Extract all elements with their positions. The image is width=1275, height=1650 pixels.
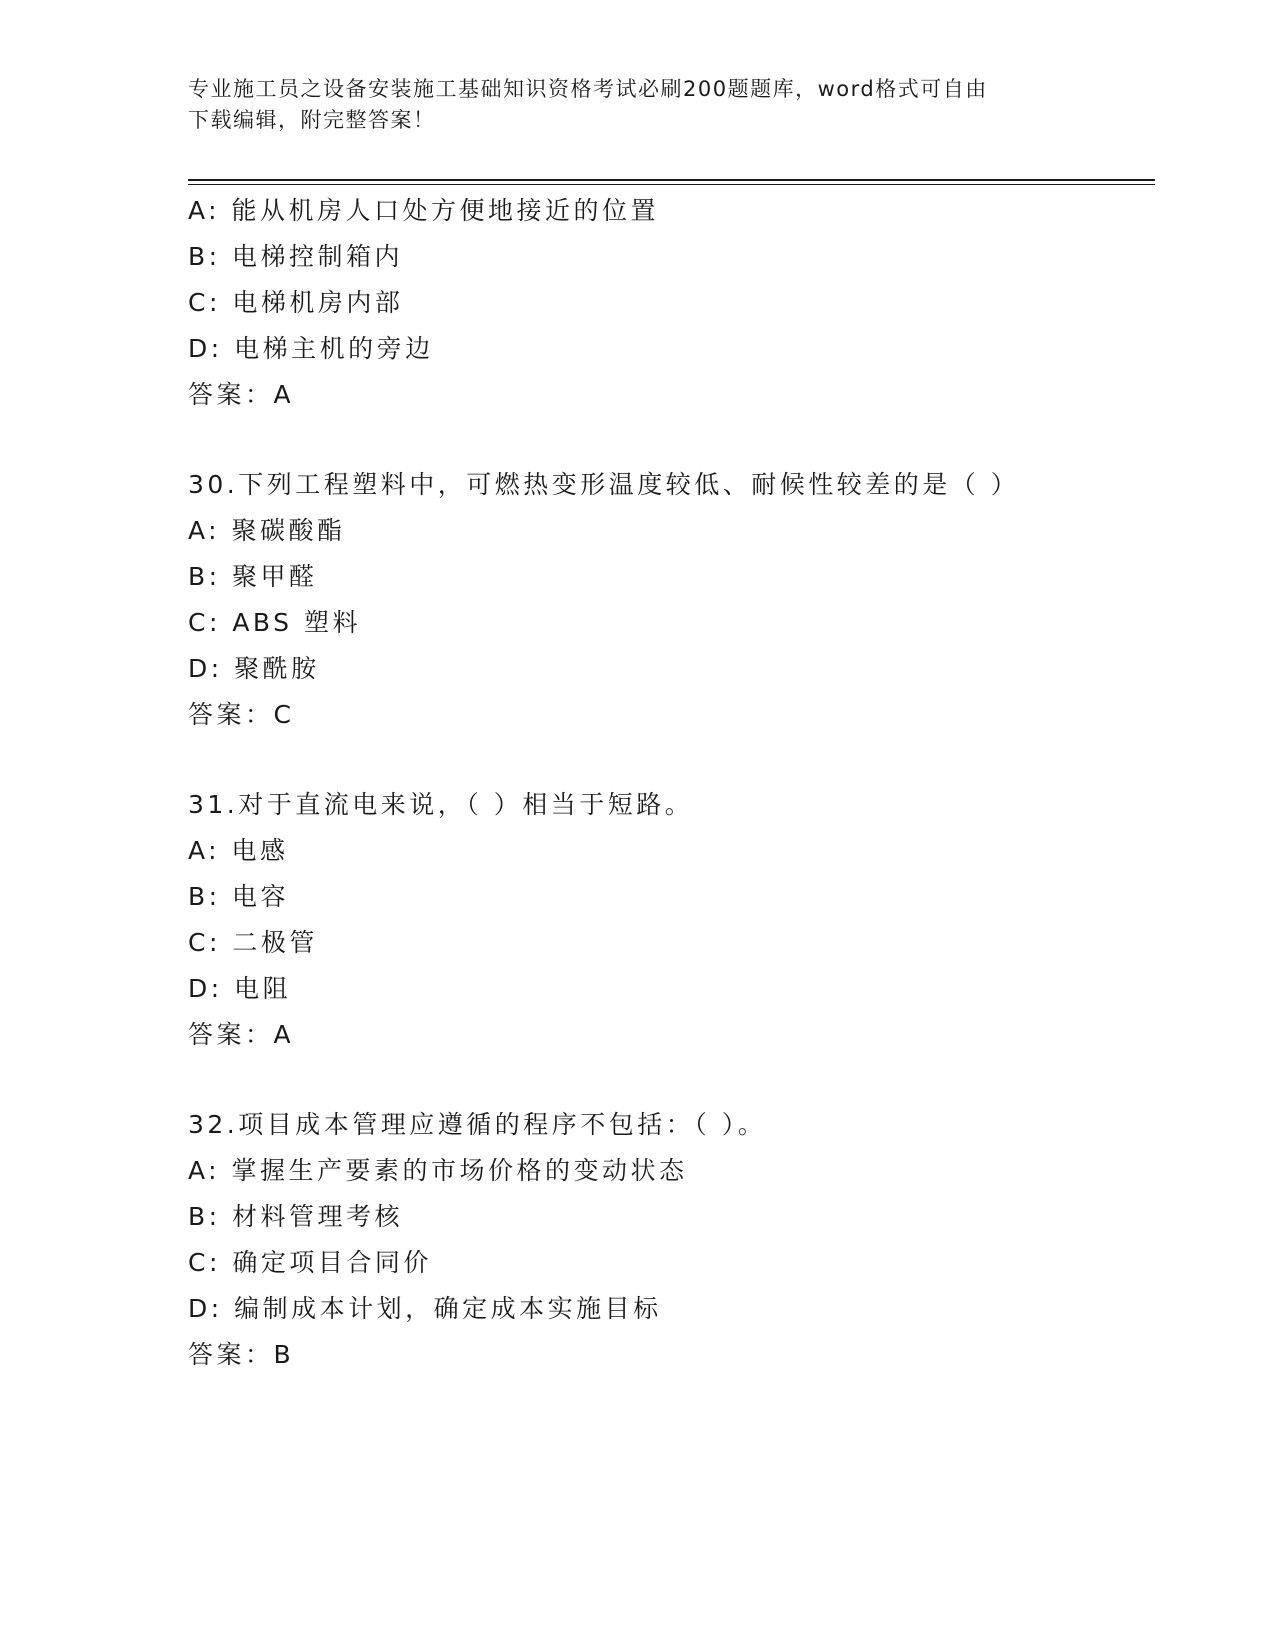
option-a: A: 能从机房人口处方便地接近的位置	[188, 196, 660, 225]
spacer	[188, 738, 1148, 782]
spacer	[188, 418, 1148, 462]
option-d: D: 电梯主机的旁边	[188, 334, 434, 363]
question-block-30	[188, 462, 1148, 738]
option-b: B: 聚甲醛	[188, 562, 318, 591]
option-b: B: 电梯控制箱内	[188, 242, 404, 271]
answer-line: 答案：C	[188, 700, 295, 729]
option-c: C: 确定项目合同价	[188, 1248, 432, 1277]
question-block-31	[188, 782, 1148, 1058]
option-a: A: 掌握生产要素的市场价格的变动状态	[188, 1156, 688, 1185]
option-d: D: 编制成本计划，确定成本实施目标	[188, 1294, 662, 1323]
option-b: B: 电容	[188, 882, 290, 911]
option-c: C: ABS 塑料	[188, 608, 361, 637]
question-list	[188, 188, 1148, 1378]
document-header	[188, 74, 1068, 136]
header-divider-thick	[188, 179, 1155, 181]
question-stem: 31.对于直流电来说，（ ）相当于短路。	[188, 790, 694, 819]
header-divider-thin	[188, 184, 1155, 185]
header-line-1: 专业施工员之设备安装施工基础知识资格考试必刷200题题库，word格式可自由	[188, 77, 988, 101]
option-c: C: 二极管	[188, 928, 318, 957]
option-a: A: 聚碳酸酯	[188, 516, 346, 545]
answer-line: 答案：A	[188, 380, 295, 409]
option-b: B: 材料管理考核	[188, 1202, 404, 1231]
option-a: A: 电感	[188, 836, 289, 865]
option-d: D: 聚酰胺	[188, 654, 320, 683]
question-block-32	[188, 1102, 1148, 1378]
question-stem: 30.下列工程塑料中，可燃热变形温度较低、耐候性较差的是（ ）	[188, 470, 1020, 499]
option-d: D: 电阻	[188, 974, 292, 1003]
option-c: C: 电梯机房内部	[188, 288, 404, 317]
header-line-2: 下载编辑，附完整答案！	[188, 108, 436, 132]
question-block-29	[188, 188, 1148, 418]
question-stem: 32.项目成本管理应遵循的程序不包括：（ ）。	[188, 1110, 767, 1139]
spacer	[188, 1058, 1148, 1102]
answer-line: 答案：B	[188, 1340, 295, 1369]
answer-line: 答案：A	[188, 1020, 295, 1049]
